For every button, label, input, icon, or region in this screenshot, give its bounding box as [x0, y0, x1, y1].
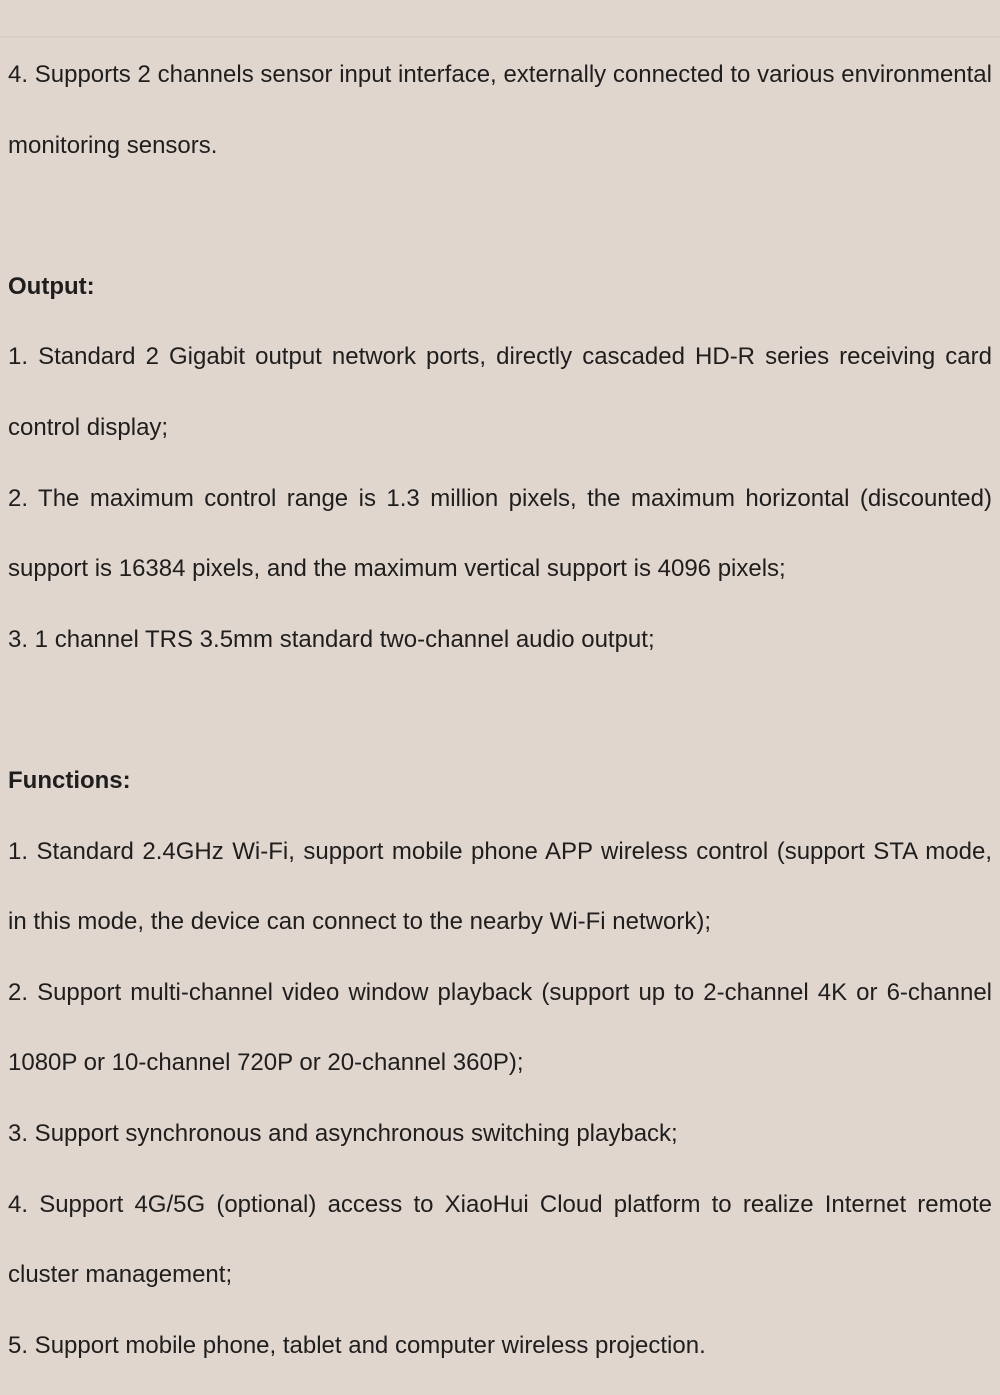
- output-item-3: 3. 1 channel TRS 3.5mm standard two-channel audio output;: [8, 625, 655, 653]
- functions-item-2: 2. Support multi-channel video window playback (support up to 2-channel 4K or 6-channel 1080P or 10-channel 720P or 20-channel 360P);: [8, 978, 992, 1077]
- functions-item-1: 1. Standard 2.4GHz Wi-Fi, support mobile phone APP wireless control (support STA mode, in this mode, the device can connect to the nearby Wi-Fi network);: [8, 837, 992, 936]
- output-section: [8, 252, 992, 676]
- functions-item-5: 5. Support mobile phone, tablet and computer wireless projection.: [8, 1331, 706, 1359]
- functions-section: [8, 746, 992, 1381]
- output-item-2: 2. The maximum control range is 1.3 million pixels, the maximum horizontal (discounted) support is 16384 pixels, and the maximum vertical support is 4096 pixels;: [8, 484, 992, 583]
- output-item-1: 1. Standard 2 Gigabit output network ports, directly cascaded HD-R series receiving card control display;: [8, 343, 992, 441]
- top-divider: [0, 36, 1000, 38]
- section-gap: [8, 181, 992, 252]
- input-item-4: 4. Supports 2 channels sensor input interface, externally connected to various environmental monitoring sensors.: [8, 61, 992, 159]
- spec-document: [8, 40, 992, 1381]
- output-heading: Output:: [8, 272, 95, 300]
- section-gap: [8, 675, 992, 746]
- functions-heading: Functions:: [8, 766, 131, 794]
- functions-item-4: 4. Support 4G/5G (optional) access to XiaoHui Cloud platform to realize Internet remote cluster management;: [8, 1190, 992, 1289]
- functions-item-3: 3. Support synchronous and asynchronous switching playback;: [8, 1119, 678, 1147]
